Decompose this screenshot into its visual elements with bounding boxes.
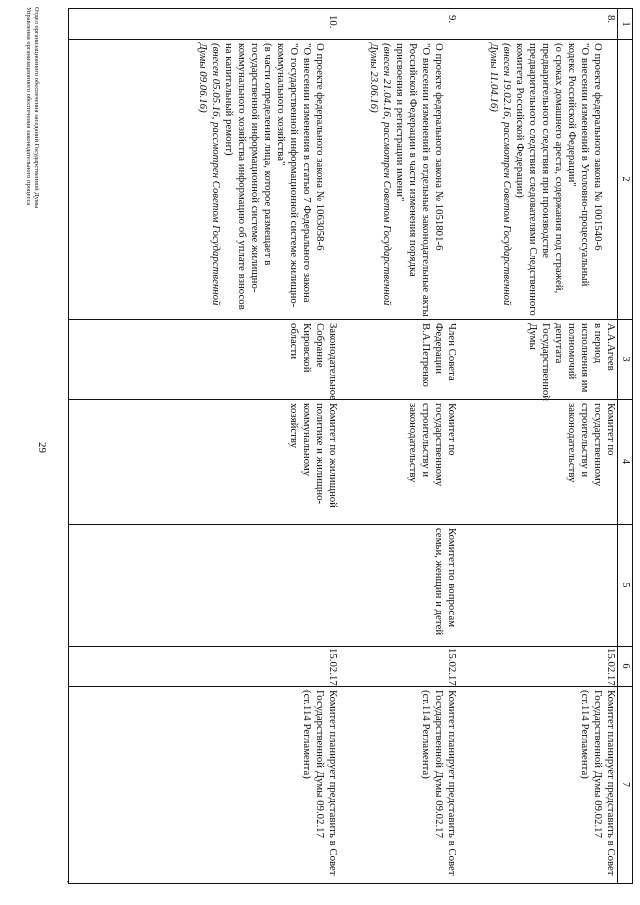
footer-line-2: Управления организационного обеспечения законодательного процесса (25, 7, 32, 206)
column-divider (69, 524, 632, 525)
status-note: Комитет планирует представить в Совет Государственной Думы 09.02.17 (ст.114 Регламента) (301, 690, 339, 876)
col-header-7: 7 (617, 686, 632, 883)
row-number: 10. (327, 15, 339, 29)
bill-author: Законодательное Собрание Кировской области (288, 323, 339, 401)
bill-status-note: (внесен 19.02.16, рассмотрен Советом Государственной Думы 11.04.16) (488, 43, 513, 306)
column-divider (69, 686, 632, 687)
deadline-date: 15.02.17 (605, 648, 617, 686)
column-divider (69, 646, 632, 647)
row-number: 8. (605, 15, 617, 24)
responsible-committee: Комитет по государственному строительству и законодательству (407, 403, 458, 487)
bill-text: О проекте федерального закона № 1001540-6 "О внесении изменений в Уголовно-процессуальный кодекс Российской Федерации" (о сроках домашнего ареста, содержания под стражей, предварительного следствия при производстве предварительного следствия следователями Следственного комитета Российской Федерации) (514, 43, 604, 316)
responsible-committee: Комитет по жилищной политике и жилищно-коммунальному хозяйству (288, 403, 339, 508)
agenda-table (68, 8, 633, 884)
status-note: Комитет планирует представить в Совет Государственной Думы 09.02.17 (ст.114 Регламента) (579, 690, 617, 876)
bill-description (487, 43, 617, 317)
col-header-5: 5 (617, 524, 632, 646)
footer-line-1: Отдел организационного обеспечения заседаний Государственной Думы (33, 7, 40, 209)
bill-description (196, 43, 339, 317)
page-number: 29 (36, 442, 48, 453)
col-header-1: 1 (617, 9, 632, 39)
responsible-committee: Комитет по государственному строительству и законодательству (566, 403, 617, 487)
status-note: Комитет планирует представить в Совет Государственной Думы 09.02.17 (ст.114 Регламента) (420, 690, 458, 876)
col-header-3: 3 (617, 319, 632, 399)
bill-author: А.А.Агеев в период исполнения им полномочий депутата Государственной Думы (527, 323, 617, 402)
col-header-6: 6 (617, 646, 632, 686)
bill-description (367, 43, 458, 317)
deadline-date: 15.02.17 (327, 648, 339, 686)
bill-text: О проекте федерального закона № 1051801-6 "О внесении изменений в отдельные законодательные акты Российской Федерации в части изменения порядка присвоения и регистрации имени" (394, 43, 445, 317)
bill-status-note: (внесен 21.04.16, рассмотрен Советом Государственной Думы 23.06.16) (368, 43, 393, 306)
bill-status-note: (внесен 05.05.16, рассмотрен Советом Государственной Думы 09.06.16) (197, 43, 222, 306)
column-divider (69, 319, 632, 320)
col-header-4: 4 (617, 399, 632, 524)
deadline-date: 15.02.17 (446, 648, 458, 686)
row-number: 9. (446, 15, 458, 24)
col-header-2: 2 (617, 39, 632, 319)
column-divider (69, 39, 632, 40)
margin-mark: · (61, 880, 72, 884)
bill-text: О проекте федерального закона № 1063058-6 "О внесении изменения в статью 7 Федерального закона "О государственной информационной системе жилищно-коммунального хозяйства" (в части определения лица, которое размещает в государственной информационной системе жилищно-коммунального хозяйства информацию об уплате взносов на капитальный ремонт) (223, 43, 326, 310)
bill-author: Член Совета Федерации В.А.Петренко (420, 323, 458, 387)
page-footer (24, 7, 40, 208)
co-executor-committee: Комитет по вопросам семьи, женщин и детей (433, 528, 458, 636)
